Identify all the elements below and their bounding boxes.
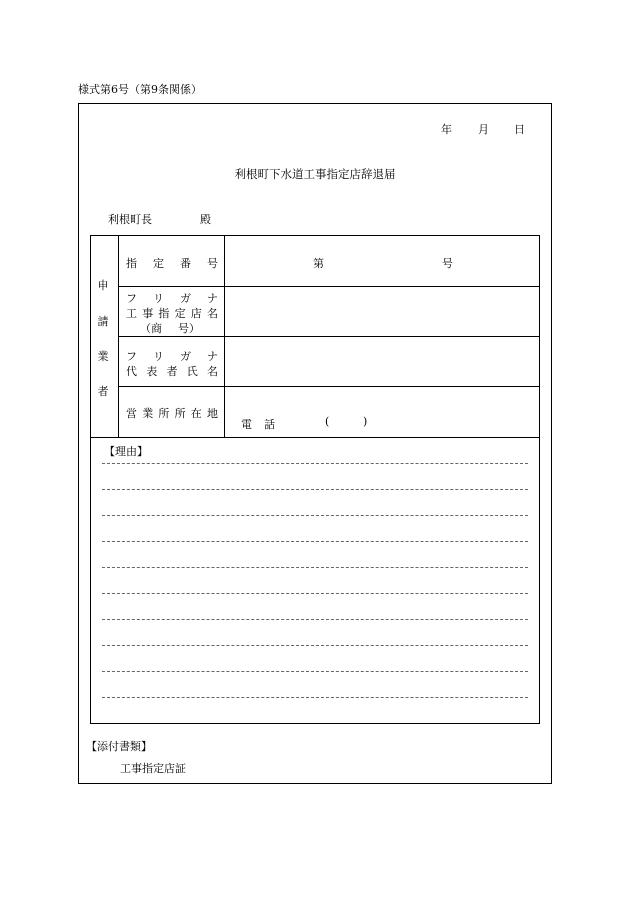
date-month-label: 月 [478, 123, 489, 136]
phone-number-field[interactable] [280, 412, 322, 432]
date-year-label: 年 [441, 123, 452, 136]
row-divider-2 [118, 336, 540, 337]
store-trade-name-label: （商 号） [140, 322, 200, 335]
representative-furigana-label: フ リ ガ ナ [126, 350, 218, 363]
phone-paren-open: ( [325, 415, 330, 428]
representative-name-field[interactable] [226, 338, 538, 384]
store-name-field[interactable] [226, 288, 538, 334]
form-number: 様式第6号（第9条関係） [78, 83, 202, 96]
phone-paren-close: ) [363, 415, 368, 428]
addressee-honorific: 殿 [200, 213, 211, 226]
applicant-char-3: 業 [97, 350, 109, 363]
office-address-label: 営 業 所 所 在 地 [126, 407, 218, 420]
store-name-furigana-label: フ リ ガ ナ [126, 292, 218, 305]
phone-label: 電 話 [241, 418, 275, 431]
designation-number-field[interactable] [330, 248, 435, 274]
addressee-name: 利根町長 [108, 213, 152, 226]
applicant-char-4: 者 [97, 385, 109, 398]
date-day-label: 日 [514, 123, 525, 136]
store-name-label: 工 事 指 定 店 名 [126, 307, 218, 320]
applicant-char-2: 請 [97, 315, 109, 328]
form-title: 利根町下水道工事指定店辞退届 [234, 167, 396, 181]
applicant-char-1: 申 [97, 279, 109, 292]
representative-name-label: 代 表 者 氏 名 [126, 365, 218, 378]
row-divider-3 [118, 386, 540, 387]
attachments-label: 【添付書類】 [86, 740, 152, 753]
office-address-field[interactable] [226, 388, 538, 412]
reason-label: 【理由】 [104, 445, 148, 458]
designation-number-prefix: 第 [313, 257, 324, 270]
designation-number-label: 指 定 番 号 [126, 257, 218, 270]
attachment-item: 工事指定店証 [120, 762, 186, 775]
reason-divider [90, 437, 540, 438]
designation-number-suffix: 号 [442, 257, 453, 270]
reason-field[interactable] [102, 458, 528, 702]
row-divider-1 [118, 286, 540, 287]
